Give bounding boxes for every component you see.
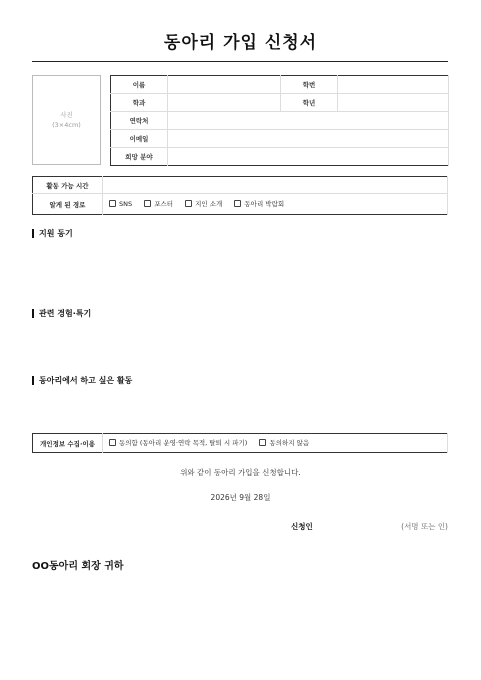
checkbox[interactable] <box>234 200 241 207</box>
major-label: 학과 <box>111 94 168 112</box>
checkbox[interactable] <box>109 200 116 207</box>
email-field[interactable] <box>168 130 449 148</box>
checkbox[interactable] <box>109 439 116 446</box>
title-divider <box>32 61 448 62</box>
major-field[interactable] <box>168 94 281 112</box>
source-label: 알게 된 경로 <box>33 194 103 215</box>
available-time-label: 활동 가능 시간 <box>33 177 103 194</box>
section-motivation: 지원 동기 <box>32 228 73 239</box>
privacy-label: 개인정보 수집·이용 <box>33 434 103 453</box>
form-title: 동아리 가입 신청서 <box>163 33 318 53</box>
section-goals: 동아리에서 하고 싶은 활동 <box>32 375 132 386</box>
privacy-disagree-option[interactable]: 동의하지 않음 <box>259 438 309 447</box>
student-id-label: 학번 <box>281 76 338 94</box>
photo-label: 사진 <box>60 110 73 119</box>
checkbox[interactable] <box>185 200 192 207</box>
student-id-field[interactable] <box>338 76 449 94</box>
name-label: 이름 <box>111 76 168 94</box>
source-option-fair[interactable]: 동아리 박람회 <box>234 199 284 208</box>
checkbox[interactable] <box>144 200 151 207</box>
source-option-poster[interactable]: 포스터 <box>144 199 173 208</box>
phone-label: 연락처 <box>111 112 168 130</box>
section-experience: 관련 경험·특기 <box>32 308 91 319</box>
privacy-agree-option[interactable]: 동의함 (동아리 운영·연락 목적, 탈퇴 시 파기) <box>109 438 247 447</box>
addressee: OO동아리 회장 귀하 <box>32 561 124 572</box>
desired-role-field[interactable] <box>168 148 449 166</box>
available-time-field[interactable] <box>103 177 448 194</box>
grade-field[interactable] <box>338 94 449 112</box>
source-options <box>103 194 448 215</box>
source-option-sns[interactable]: SNS <box>109 200 132 208</box>
applicant-label: 신청인 <box>291 522 313 531</box>
photo-size: (3×4cm) <box>52 121 81 129</box>
desired-role-label: 희망 분야 <box>111 148 168 166</box>
application-date: 2026년 9월 28일 <box>210 493 271 502</box>
privacy-consent-table <box>32 433 448 453</box>
signature-hint[interactable]: (서명 또는 인) <box>401 522 448 531</box>
photo-box[interactable] <box>32 75 101 165</box>
phone-field[interactable] <box>168 112 449 130</box>
grade-label: 학년 <box>281 94 338 112</box>
email-label: 이메일 <box>111 130 168 148</box>
source-option-referral[interactable]: 지인 소개 <box>185 199 222 208</box>
name-field[interactable] <box>168 76 281 94</box>
application-statement: 위와 같이 동아리 가입을 신청합니다. <box>180 468 301 477</box>
privacy-options <box>103 434 448 453</box>
checkbox[interactable] <box>259 439 266 446</box>
applicant-info-table <box>110 75 449 166</box>
activity-table <box>32 176 448 215</box>
